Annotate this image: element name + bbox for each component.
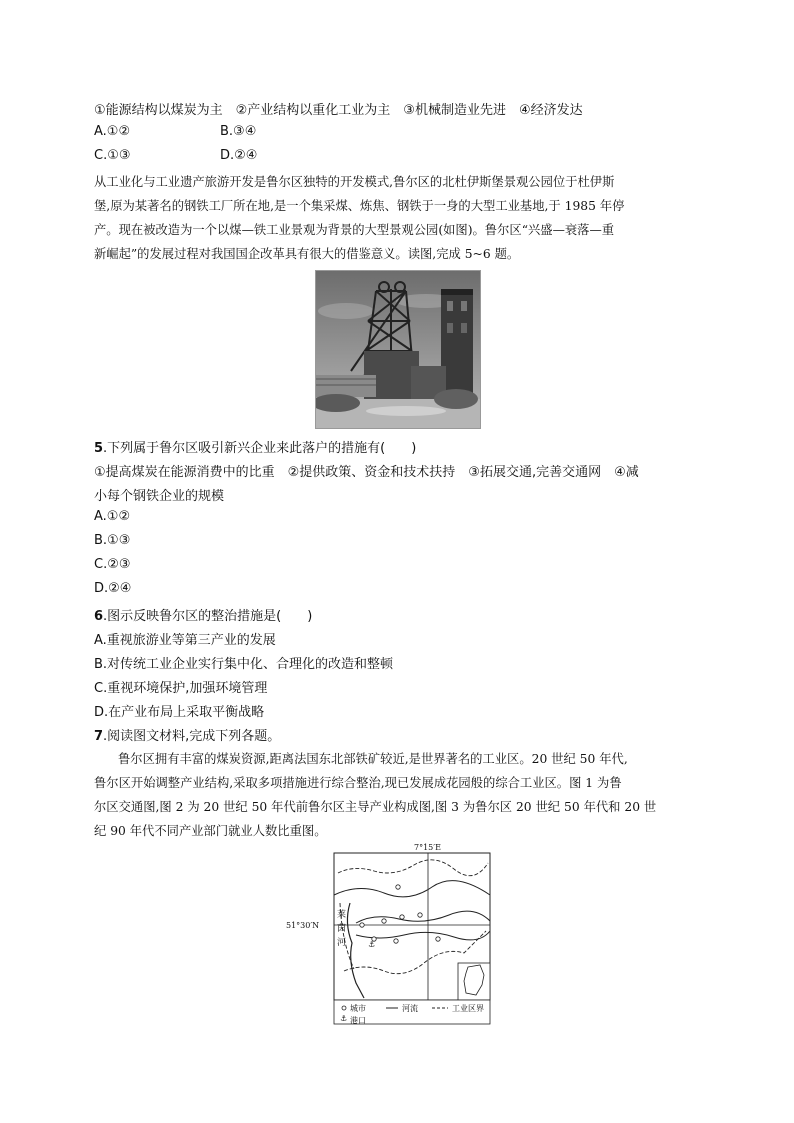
q4-option-a[interactable]: A.①② — [94, 124, 131, 139]
q5-option-c[interactable]: C.②③ — [94, 557, 131, 572]
q7-para-line-3: 尔区交通图,图 2 为 20 世纪 50 年代前鲁尔区主导产业构成图,图 3 为鲁尔区 20 世纪 50 年代和 20 世 — [94, 800, 657, 814]
q6-option-a[interactable]: A.重视旅游业等第三产业的发展 — [94, 633, 276, 648]
q5-stem-text: .下列属于鲁尔区吸引新兴企业来此落户的措施有( ) — [103, 441, 417, 456]
q7-number: 7 — [94, 729, 104, 744]
q7-para-line-4: 纪 90 年代不同产业部门就业人数比重图。 — [94, 824, 327, 838]
q5-option-a[interactable]: A.①② — [94, 509, 131, 524]
legend-river-label: 河流 — [402, 1004, 418, 1013]
intro-line-1: 从工业化与工业遗产旅游开发是鲁尔区独特的开发模式,鲁尔区的北杜伊斯堡景观公园位于杜伊斯 — [94, 175, 615, 189]
intro-line-2: 堡,原为某著名的钢铁工厂所在地,是一个集采煤、炼焦、钢铁于一身的大型工业基地,于 1985 年停 — [94, 199, 625, 213]
map-longitude-label: 7°15′E — [414, 843, 441, 852]
q5-options-line-1: ①提高煤炭在能源消费中的比重 ②提供政策、资金和技术扶持 ③拓展交通,完善交通网 ④减 — [94, 465, 639, 480]
q6-option-c[interactable]: C.重视环境保护,加强环境管理 — [94, 681, 268, 696]
legend-boundary-label: 工业区界 — [452, 1004, 484, 1013]
svg-text:⚓: ⚓ — [368, 940, 376, 949]
q6-option-b[interactable]: B.对传统工业企业实行集中化、合理化的改造和整顿 — [94, 657, 394, 672]
rhine-char-2: 茵 — [337, 924, 347, 934]
rhine-char-3: 河 — [337, 938, 347, 948]
q6-number: 6 — [94, 609, 104, 624]
q5-option-b[interactable]: B.①③ — [94, 533, 131, 548]
q5-option-d[interactable]: D.②④ — [94, 581, 132, 596]
q4-option-c[interactable]: C.①③ — [94, 148, 131, 163]
q6-stem-text: .图示反映鲁尔区的整治措施是( ) — [103, 609, 313, 624]
map-latitude-label: 51°30′N — [286, 921, 320, 930]
q7-stem-text: .阅读图文材料,完成下列各题。 — [103, 729, 281, 744]
legend-port-label: 港口 — [350, 1016, 366, 1025]
q7-stem — [94, 725, 280, 744]
q7-para-line-2: 鲁尔区开始调整产业结构,采取多项措施进行综合整治,现已发展成花园般的综合工业区。图 1 为鲁 — [94, 776, 622, 790]
rhine-char-1: 莱 — [337, 910, 347, 920]
q4-option-b[interactable]: B.③④ — [220, 124, 257, 139]
intro-line-3: 产。现在被改造为一个以煤—铁工业景观为背景的大型景观公园(如图)。鲁尔区“兴盛—衰落—重 — [94, 223, 615, 237]
intro-line-4: 新崛起”的发展过程对我国国企改革具有很大的借鉴意义。读图,完成 5~6 题。 — [94, 247, 520, 261]
landscape-park-photo — [315, 270, 481, 429]
q7-para-line-1: 鲁尔区拥有丰富的煤炭资源,距离法国东北部铁矿较近,是世界著名的工业区。20 世纪 50 年代, — [118, 752, 628, 766]
q4-options-line: ①能源结构以煤炭为主 ②产业结构以重化工业为主 ③机械制造业先进 ④经济发达 — [94, 103, 583, 118]
q4-option-d[interactable]: D.②④ — [220, 148, 258, 163]
q6-stem — [94, 605, 312, 624]
q5-options-line-2: 小每个钢铁企业的规模 — [94, 489, 225, 504]
svg-text:⚓: ⚓ — [340, 1014, 348, 1023]
q5-number: 5 — [94, 441, 104, 456]
q5-stem — [94, 437, 416, 456]
map-rhine-label — [337, 908, 346, 950]
legend-city-label: 城市 — [350, 1004, 366, 1013]
q6-option-d[interactable]: D.在产业布局上采取平衡战略 — [94, 705, 265, 720]
